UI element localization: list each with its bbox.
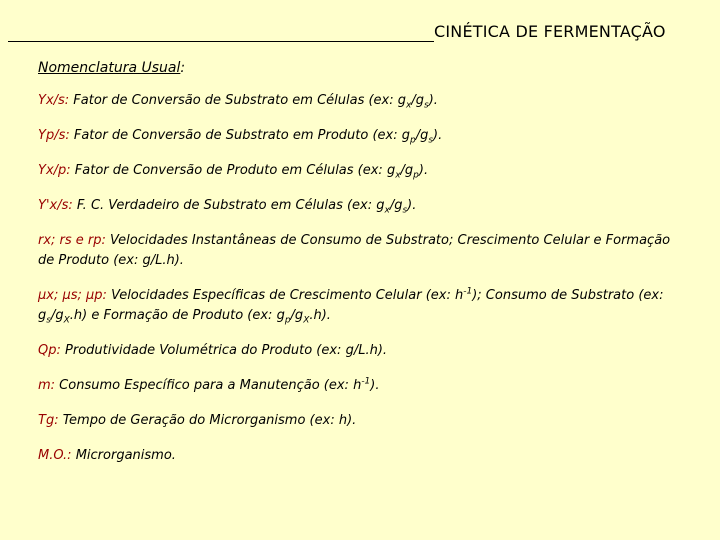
term-label: Yp/s: (38, 128, 70, 143)
unit-subscript: p (284, 315, 291, 326)
nomenclature-item-yxp (38, 161, 688, 181)
unit-separator: /g (400, 163, 414, 178)
unit-superscript: -1 (361, 376, 371, 387)
unit-subscript: x (395, 170, 401, 181)
nomenclature-item-specific-rates (38, 286, 688, 326)
term-description: ); Consumo de Substrato (ex: g (38, 288, 664, 323)
section-heading-colon: : (180, 60, 186, 76)
nomenclature-item-yxs (38, 91, 688, 111)
term-label: Yx/s: (38, 93, 70, 108)
slide-header (8, 22, 708, 44)
nomenclature-item-rates (38, 231, 688, 271)
unit-separator: /g (415, 128, 429, 143)
nomenclature-item-tg (38, 411, 688, 431)
unit-subscript: x (384, 205, 390, 216)
term-description: Produtividade Volumétrica do Produto (ex: g/L.h). (60, 343, 388, 358)
unit-close: ). (418, 163, 429, 178)
section-heading-text: Nomenclatura Usual (38, 60, 181, 76)
unit-subscript: x (406, 100, 412, 111)
unit-close: ). (428, 93, 438, 108)
unit-subscript: p (413, 170, 419, 181)
header-rule (8, 41, 434, 42)
term-label: μx; μs; μp: (38, 288, 107, 303)
nomenclature-item-m (38, 376, 688, 396)
term-label: m: (38, 378, 56, 393)
unit-close: ). (370, 378, 380, 393)
unit-separator: /g (411, 93, 424, 108)
term-description: Fator de Conversão de Substrato em Produto (ex: g (69, 128, 410, 143)
term-label: Qp: (38, 343, 61, 358)
term-description: Velocidades Instantâneas de Consumo de Substrato; Crescimento Celular e Formação de Produto (ex: g/L.h). (38, 233, 671, 268)
unit-subscript: X (303, 315, 310, 326)
nomenclature-item-qp (38, 341, 688, 361)
term-label: Y'x/s: (38, 198, 73, 213)
unit-separator: /g (290, 308, 304, 323)
unit-separator: /g (50, 308, 64, 323)
unit-subscript: s (428, 135, 434, 146)
term-description: Microrganismo. (71, 448, 176, 463)
unit-close: ). (433, 128, 443, 143)
slide-content (38, 60, 688, 481)
unit-subscript: s (46, 315, 51, 326)
term-description: Tempo de Geração do Microrganismo (ex: h). (58, 413, 357, 428)
term-description: Fator de Conversão de Produto em Células (ex: g (70, 163, 396, 178)
term-label: Tg: (38, 413, 59, 428)
unit-subscript: s (423, 100, 429, 111)
unit-subscript: s (402, 205, 408, 216)
section-heading (38, 60, 688, 76)
term-description: Consumo Específico para a Manutenção (ex: h (55, 378, 362, 393)
term-description: Fator de Conversão de Substrato em Células (ex: g (69, 93, 407, 108)
unit-subscript: p (409, 135, 416, 146)
term-description: .h) e Formação de Produto (ex: g (69, 308, 285, 323)
unit-close: .h). (309, 308, 331, 323)
nomenclature-item-mo (38, 446, 688, 466)
term-description: F. C. Verdadeiro de Substrato em Células (ex: g (72, 198, 385, 213)
term-label: rx; rs e rp: (38, 233, 106, 248)
unit-separator: /g (389, 198, 403, 213)
term-label: Yx/p: (38, 163, 71, 178)
term-label: M.O.: (38, 448, 72, 463)
unit-close: ). (407, 198, 417, 213)
nomenclature-item-yps (38, 126, 688, 146)
nomenclature-item-yprime-xs (38, 196, 688, 216)
term-description: Velocidades Específicas de Crescimento Celular (ex: h (106, 288, 464, 303)
slide-title: CINÉTICA DE FERMENTAÇÃO (434, 22, 666, 41)
unit-superscript: -1 (463, 286, 473, 297)
unit-subscript: X (63, 315, 70, 326)
